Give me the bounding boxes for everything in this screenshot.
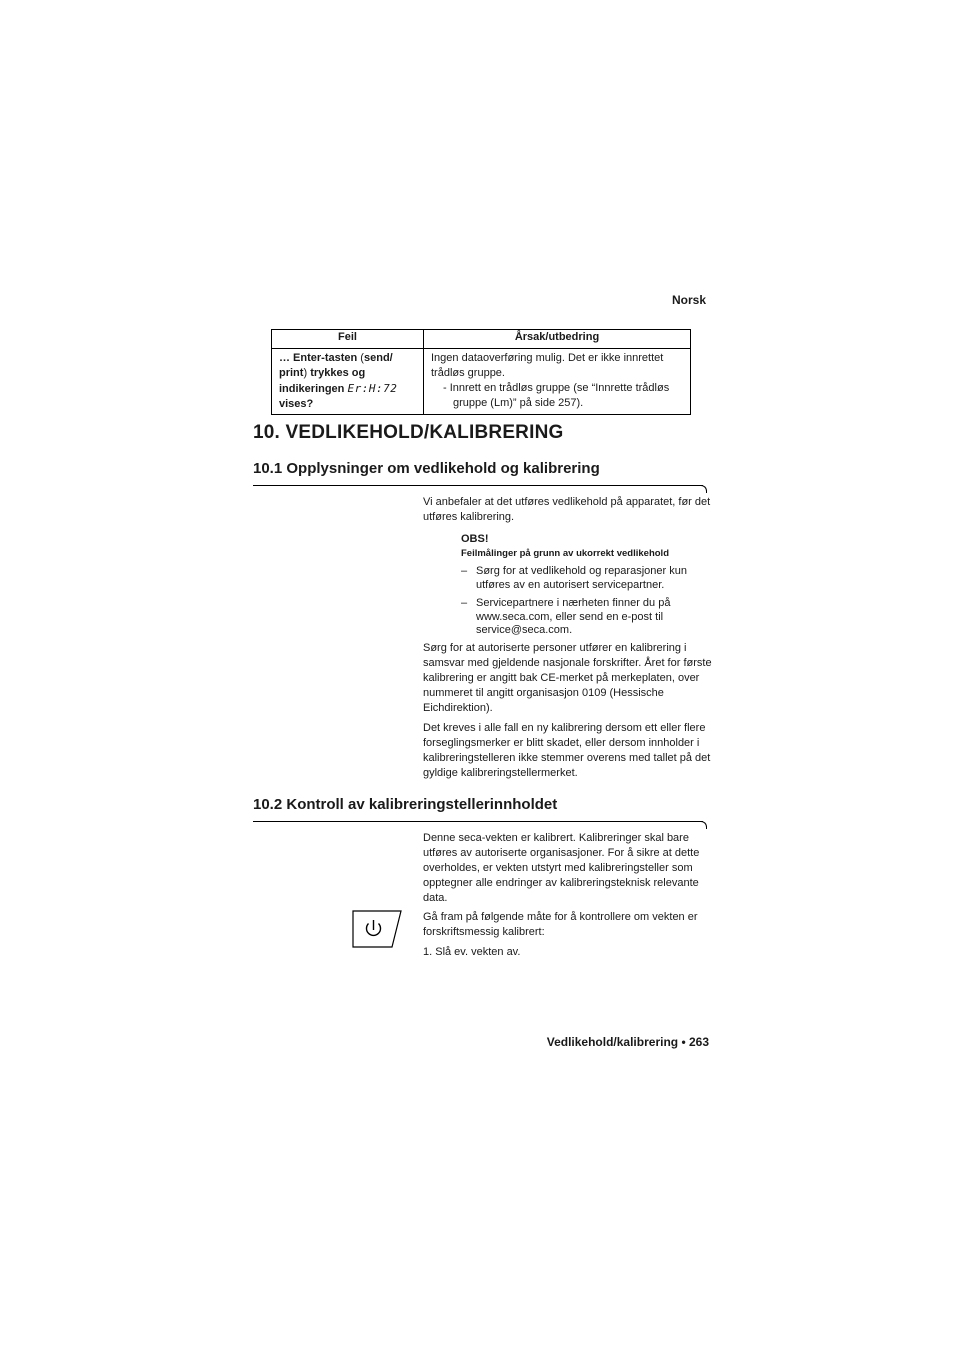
paragraph: Gå fram på følgende måte for å kontrollere om vekten er forskriftsmessig kalibrert:	[423, 911, 698, 938]
fault-paren: )	[303, 367, 311, 379]
remedy-text: - Innrett en trådløs gruppe (se “Innrette trådløs gruppe (Lm)” på side 257).	[443, 382, 670, 409]
cause-text: Ingen dataoverføring mulig. Det er ikke innrettet trådløs gruppe.	[431, 352, 664, 379]
fault-text: vises?	[279, 398, 314, 410]
section-rule	[253, 821, 703, 822]
fault-text: trykkes og indikeringen	[279, 367, 366, 395]
notice-subtitle: Feilmålinger på grunn av ukorrekt vedlikehold	[461, 548, 669, 559]
display-code: Er:H:72	[347, 382, 398, 395]
col-header-cause: Årsak/utbedring	[424, 330, 691, 349]
table-header-row	[272, 330, 691, 349]
fault-key-name: send/ print	[279, 352, 393, 379]
error-table	[271, 329, 691, 415]
bullet-dash: –	[461, 597, 468, 609]
bullet-dash: –	[461, 565, 468, 577]
step-item: 1. Slå ev. vekten av.	[423, 946, 521, 958]
col-header-fault: Feil	[272, 330, 424, 349]
paragraph: Denne seca-vekten er kalibrert. Kalibreringer skal bare utføres av autoriserte organisasjoner. For å sikre at dette overholdes, er vekten utstyrt med kalibreringsteller som opptegner alle endringer av kalibreringsteknisk relevante data.	[423, 832, 700, 904]
list-item-text: Sørg for at vedlikehold og reparasjoner kun utføres av en autorisert servicepartner.	[476, 565, 687, 591]
fault-paren: (	[357, 352, 364, 364]
language-label: Norsk	[671, 293, 706, 307]
table-row	[272, 349, 691, 415]
list-item	[461, 597, 711, 638]
power-key-icon	[352, 910, 402, 948]
section-title-10-2: 10.2 Kontroll av kalibreringstellerinnholdet	[253, 796, 558, 813]
list-item-text: Servicepartnere i nærheten finner du på www.seca.com, eller send en e-post til service@seca.com.	[476, 597, 671, 636]
cause-cell	[424, 349, 691, 415]
power-icon	[352, 910, 402, 948]
paragraph: Sørg for at autoriserte personer utfører en kalibrering i samsvar med gjeldende nasjonale forskrifter. Året for første kalibrering er angitt bak CE-merket på merkeplaten, over nummeret til angitt organisasjon 0109 (Hessische Eichdirektion).	[423, 642, 712, 714]
paragraph: Vi anbefaler at det utføres vedlikehold på apparatet, før det utføres kalibrering.	[423, 496, 711, 523]
page-footer: Vedlikehold/kalibrering • 263	[546, 1035, 709, 1049]
fault-cell	[272, 349, 424, 415]
fault-text: … Enter-tasten	[279, 352, 358, 364]
chapter-title: 10. VEDLIKEHOLD/KALIBRERING	[253, 422, 564, 443]
notice-title: OBS!	[461, 533, 489, 545]
section-title-10-1: 10.1 Opplysninger om vedlikehold og kalibrering	[253, 460, 600, 477]
section-rule	[253, 485, 703, 486]
paragraph: Det kreves i alle fall en ny kalibrering dersom ett eller flere forseglingsmerker er blitt skadet, eller dersom innholder i kalibreringstelleren ikke stemmer overens med tallet på det gyldige kalibreringstellermerket.	[423, 722, 711, 779]
list-item	[461, 565, 711, 592]
